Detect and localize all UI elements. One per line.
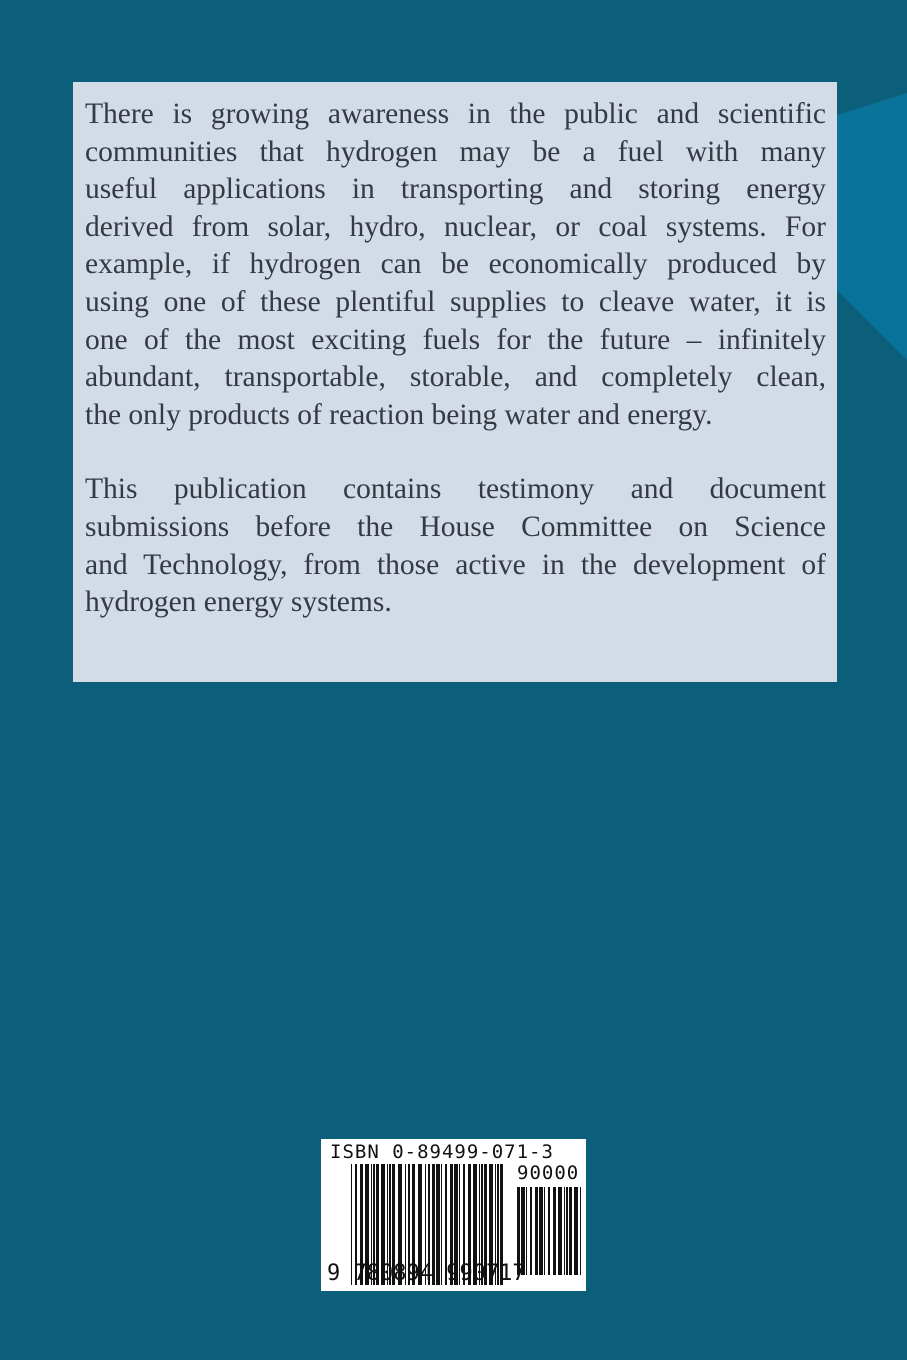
blurb-line: and Technology, from those active in the development of (85, 548, 826, 581)
blurb-line: This publication contains testimony and document (85, 473, 826, 506)
isbn-label: ISBN 0-89499-071-3 (330, 1141, 554, 1163)
blurb-line: hydrogen energy systems. (85, 586, 392, 619)
light-accent-panel (837, 93, 907, 360)
blurb-line: useful applications in transporting and storing energy (85, 173, 826, 206)
ean-number: 9 780894 990717 (327, 1261, 526, 1286)
isbn-barcode (321, 1139, 586, 1291)
blurb-text-box (73, 82, 837, 682)
blurb-line: communities that hydrogen may be a fuel with many (85, 135, 826, 168)
barcode-bar (553, 1187, 556, 1275)
barcode-bar (535, 1187, 538, 1275)
barcode-bar (580, 1187, 581, 1275)
blurb-line: using one of these plentiful supplies to cleave water, it is (85, 285, 826, 318)
barcode-bar (564, 1187, 565, 1275)
blurb-line: one of the most exciting fuels for the future – infinitely (85, 323, 826, 356)
blurb-paragraph-1 (85, 96, 826, 434)
blurb-paragraph-2 (85, 471, 826, 621)
price-code: 90000 (517, 1162, 580, 1184)
blurb-line: example, if hydrogen can be economically produced by (85, 248, 826, 281)
barcode-bar (574, 1187, 578, 1275)
barcode-bar (548, 1187, 550, 1275)
barcode-bar (526, 1187, 527, 1275)
blurb-line: abundant, transportable, storable, and completely clean, (85, 361, 826, 394)
blurb-line: the only products of reaction being water and energy. (85, 398, 713, 431)
barcode-bar (566, 1187, 568, 1275)
barcode-bar (544, 1187, 545, 1275)
barcode-bar (558, 1187, 562, 1275)
blurb-line: submissions before the House Committee on Science (85, 510, 826, 543)
blurb-line: derived from solar, hydro, nuclear, or coal systems. For (85, 210, 826, 243)
blurb-line: There is growing awareness in the public and scientific (85, 98, 826, 130)
barcode-bar (539, 1187, 543, 1275)
barcode-bar (569, 1187, 572, 1275)
barcode-bar (530, 1187, 532, 1275)
